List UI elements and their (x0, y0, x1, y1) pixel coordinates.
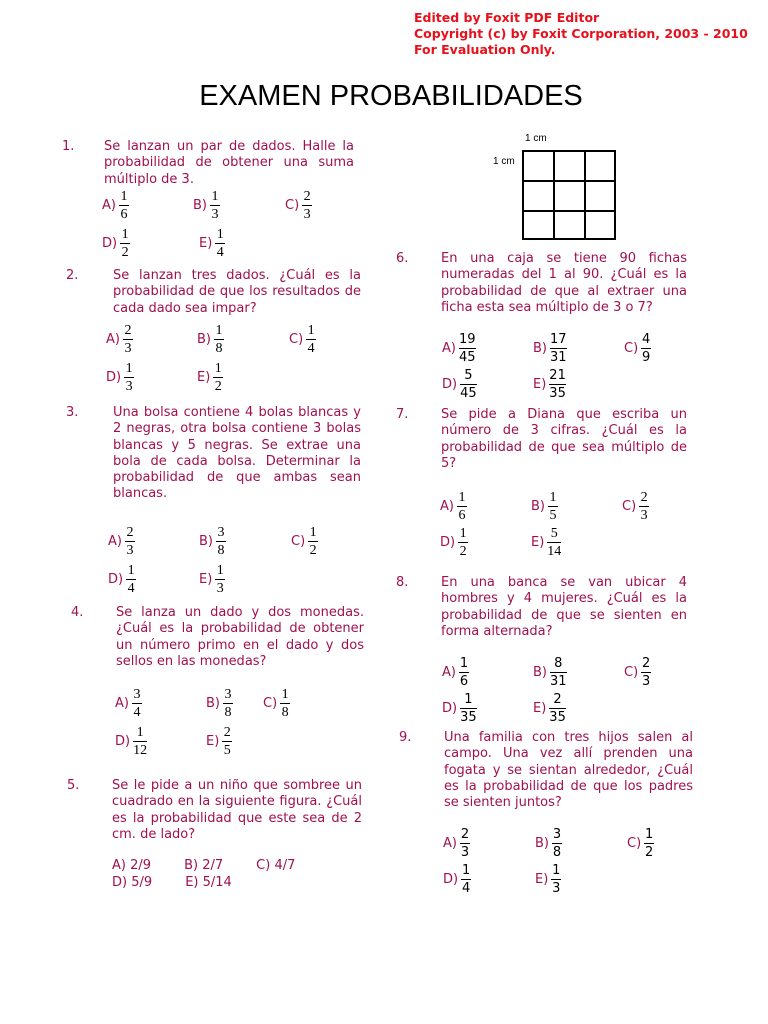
option-e: E) $\frac{5}{14}$ (531, 526, 562, 559)
question-number: 3. (66, 405, 79, 420)
option-c: C) $\frac{1}{2}$ (627, 827, 654, 860)
option-d: D) $\frac{1}{2}$ (102, 227, 129, 260)
option-a: A) $\frac{2}{3}$ (443, 827, 470, 860)
option-b: B) $\frac{1}{8}$ (197, 323, 223, 356)
option-b: B) $\frac{3}{8}$ (535, 827, 562, 860)
question-text: Se lanzan tres dados. ¿Cuál es la probabilidad de que los resultados de cada dado sea impar? (113, 268, 361, 316)
option-b: B) $\frac{3}{8}$ (206, 687, 232, 720)
question-text: Se pide a Diana que escriba un número de 3 cifras. ¿Cuál es la probabilidad de que sea múltiplo de 5? (441, 407, 687, 471)
option-c: C) $\frac{2}{3}$ (622, 490, 648, 523)
option-a: A) $\frac{1}{6}$ (442, 656, 469, 689)
option-a: A) $\frac{1}{6}$ (440, 490, 466, 523)
option-c: C) $\frac{1}{4}$ (289, 323, 315, 356)
question-number: 2. (66, 268, 79, 283)
question-text: En una banca se van ubicar 4 hombres y 4 mujeres. ¿Cuál es la probabilidad de que se sienten en forma alternada? (441, 575, 687, 639)
option-c: C) $\frac{2}{3}$ (285, 189, 311, 222)
question-text: Una familia con tres hijos salen al campo. Una vez allí prenden una fogata y se sientan alrededor, ¿Cuál es la probabilidad de que los padres se sienten juntos? (444, 730, 693, 811)
option-c: C) $\frac{1}{2}$ (291, 525, 317, 558)
question-number: 1. (62, 139, 75, 154)
option-e: E) $\frac{1}{2}$ (197, 361, 222, 394)
option-b: B) $\frac{1}{5}$ (531, 490, 557, 523)
option-a: A) $\frac{19}{45}$ (442, 332, 476, 365)
option-e: E) $\frac{1}{4}$ (199, 227, 224, 260)
option-d: D) $\frac{1}{3}$ (106, 361, 133, 394)
option-b: B) $\frac{1}{3}$ (193, 189, 219, 222)
question-number: 5. (67, 778, 80, 793)
page-title: EXAMEN PROBABILIDADES (199, 80, 583, 112)
option-e: E) $\frac{2}{5}$ (206, 725, 231, 758)
option-d: D) $\frac{1}{4}$ (443, 863, 471, 896)
question-number: 6. (396, 251, 409, 266)
option-c: C) $\frac{1}{8}$ (263, 687, 289, 720)
grid-figure (522, 150, 616, 240)
option-b: B) $\frac{17}{31}$ (533, 332, 567, 365)
option-b: B) $\frac{8}{31}$ (533, 656, 567, 689)
question-text: Se lanzan un par de dados. Halle la probabilidad de obtener una suma múltiplo de 3. (104, 139, 354, 187)
option-a: A) $\frac{2}{3}$ (106, 323, 132, 356)
option-d: D) $\frac{1}{12}$ (115, 725, 148, 758)
option-c: C) $\frac{2}{3}$ (624, 656, 651, 689)
question-number: 8. (396, 575, 409, 590)
option-e: E) $\frac{1}{3}$ (535, 863, 561, 896)
options-row-1: A) 2/9 B) 2/7 C) 4/7 (112, 858, 296, 873)
watermark-line-1: Edited by Foxit PDF Editor (414, 10, 600, 25)
question-text: Se lanza un dado y dos monedas. ¿Cuál es la probabilidad de obtener un número primo en el dado y dos sellos en las monedas? (116, 605, 364, 669)
option-e: E) $\frac{1}{3}$ (199, 563, 224, 596)
watermark (414, 10, 748, 58)
option-d: D) $\frac{1}{4}$ (108, 563, 135, 596)
options-row-2: D) 5/9 E) 5/14 (112, 875, 232, 890)
option-a: A) $\frac{2}{3}$ (108, 525, 134, 558)
question-number: 4. (71, 605, 84, 620)
option-d: D) $\frac{5}{45}$ (442, 368, 477, 401)
figure-side-label: 1 cm (493, 156, 515, 167)
question-number: 7. (396, 407, 409, 422)
question-text: Se le pide a un niño que sombree un cuadrado en la siguiente figura. ¿Cuál es la probabilidad que este sea de 2 cm. de lado? (112, 778, 362, 842)
option-e: E) $\frac{21}{35}$ (533, 368, 566, 401)
watermark-line-3: For Evaluation Only. (414, 42, 556, 57)
watermark-line-2: Copyright (c) by Foxit Corporation, 2003 - 2010 (414, 26, 748, 41)
option-b: B) $\frac{3}{8}$ (199, 525, 225, 558)
question-text: Una bolsa contiene 4 bolas blancas y 2 negras, otra bolsa contiene 3 bolas blancas y 5 negras. Se extrae una bola de cada bolsa. Determinar la probabilidad de que ambas sean blancas. (113, 405, 361, 502)
option-d: D) $\frac{1}{2}$ (440, 526, 467, 559)
option-a: A) $\frac{1}{6}$ (102, 189, 128, 222)
question-number: 9. (399, 730, 412, 745)
option-e: E) $\frac{2}{35}$ (533, 692, 566, 725)
figure-top-label: 1 cm (525, 133, 547, 144)
option-a: A) $\frac{3}{4}$ (115, 687, 141, 720)
option-c: C) $\frac{4}{9}$ (624, 332, 651, 365)
option-d: D) $\frac{1}{35}$ (442, 692, 477, 725)
question-text: En una caja se tiene 90 fichas numeradas del 1 al 90. ¿Cuál es la probabilidad de que al extraer una ficha esta sea múltiplo de 3 o 7? (441, 251, 687, 315)
